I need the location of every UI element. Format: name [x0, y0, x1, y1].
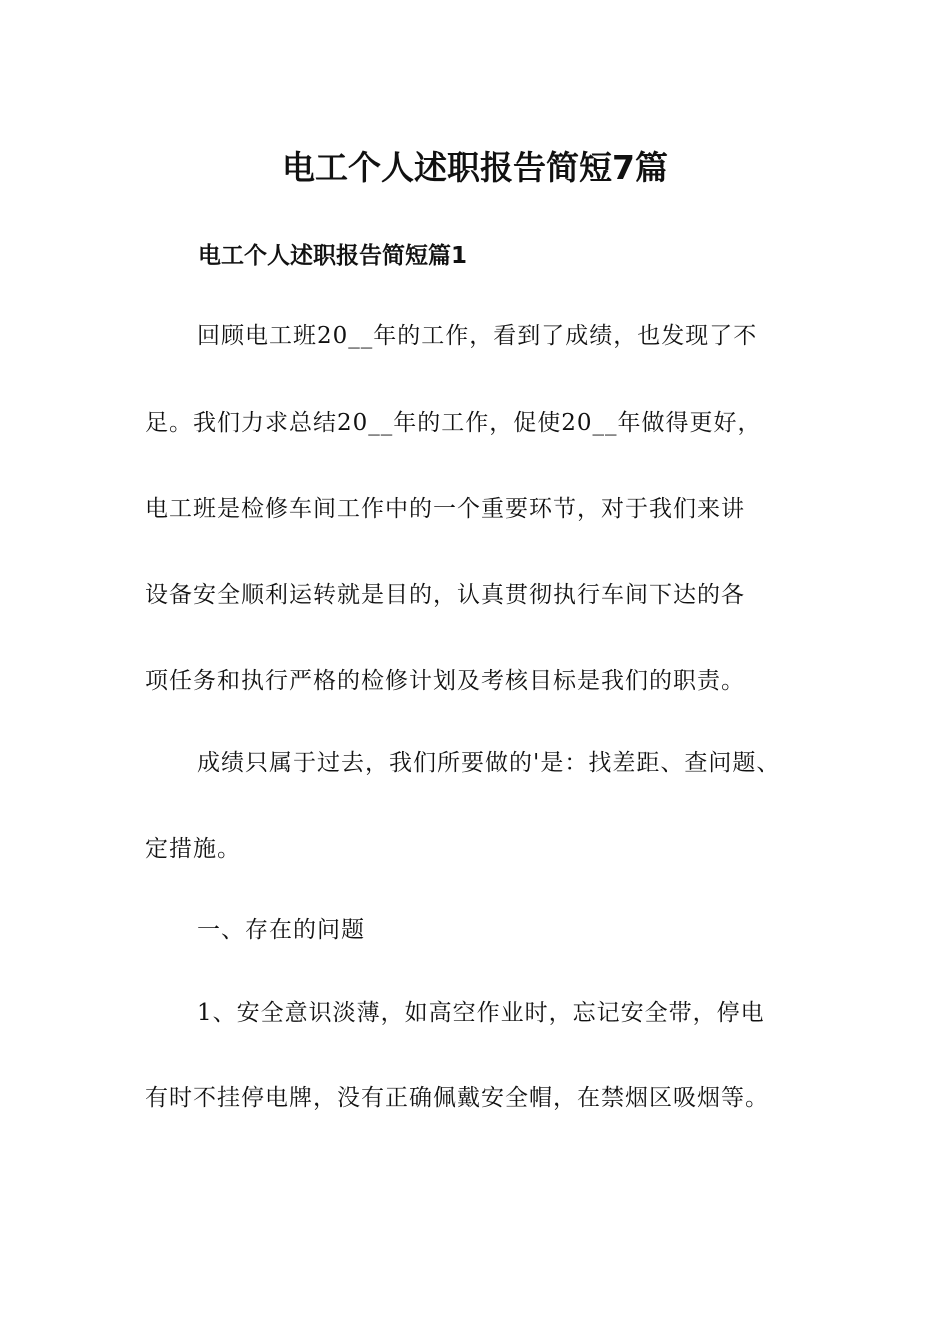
paragraph-line: 一、存在的问题 [197, 917, 365, 943]
paragraph-line: 有时不挂停电牌，没有正确佩戴安全帽，在禁烟区吸烟等。 [145, 1085, 769, 1111]
paragraph-line: 1、安全意识淡薄，如高空作业时，忘记安全带，停电 [197, 1000, 765, 1026]
document-title: 电工个人述职报告简短7篇 [282, 148, 668, 187]
paragraph-line: 定措施。 [145, 836, 241, 862]
paragraph-line: 回顾电工班20__年的工作，看到了成绩，也发现了不 [197, 323, 758, 349]
paragraph-line: 成绩只属于过去，我们所要做的'是：找差距、查问题、 [197, 750, 781, 776]
paragraph-line: 设备安全顺利运转就是目的，认真贯彻执行车间下达的各 [145, 582, 745, 608]
paragraph-line: 项任务和执行严格的检修计划及考核目标是我们的职责。 [145, 668, 745, 694]
paragraph-line: 电工班是检修车间工作中的一个重要环节，对于我们来讲 [145, 496, 745, 522]
section-heading: 电工个人述职报告简短篇1 [198, 243, 468, 269]
paragraph-line: 足。我们力求总结20__年的工作，促使20__年做得更好， [145, 410, 762, 436]
